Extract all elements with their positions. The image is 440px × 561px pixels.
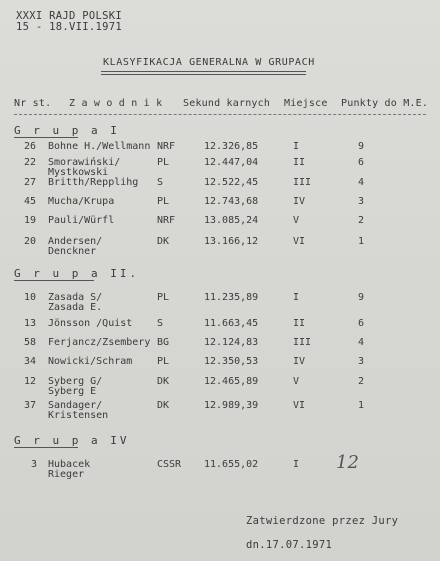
competitor-name: Sandager/ xyxy=(48,400,103,411)
country-code: BG xyxy=(157,337,170,348)
competitor-name: Britth/Repplihg xyxy=(48,177,139,188)
country-code: DK xyxy=(157,236,170,247)
penalty-seconds: 12.124,83 xyxy=(204,337,259,348)
competitor-name: Nowicki/Schram xyxy=(48,356,133,367)
place: V xyxy=(293,215,300,226)
championship-points: 6 xyxy=(358,318,365,329)
place: I xyxy=(293,141,300,152)
competitor-name: Pauli/Würfl xyxy=(48,215,115,226)
championship-points: 3 xyxy=(358,196,365,207)
title-underline-2 xyxy=(101,74,306,75)
place: III xyxy=(293,177,312,188)
competitor-name: Jönsson /Quist xyxy=(48,318,133,329)
country-code: PL xyxy=(157,157,170,168)
start-number: 26 xyxy=(24,141,37,152)
place: VI xyxy=(293,236,306,247)
competitor-name: Bohne H./Wellmann xyxy=(48,141,151,152)
competitor-name: Ferjancz/Zsembery xyxy=(48,337,151,348)
group-title-underline xyxy=(14,447,78,448)
place: IV xyxy=(293,356,306,367)
competitor-name: Syberg G/ xyxy=(48,376,103,387)
competitor-name: Hubacek xyxy=(48,459,91,470)
competitor-name: Kristensen xyxy=(48,410,109,421)
country-code: PL xyxy=(157,356,170,367)
competitor-name: Syberg E xyxy=(48,386,97,397)
group-title-underline xyxy=(14,280,94,281)
penalty-seconds: 12.350,53 xyxy=(204,356,259,367)
competitor-name: Smorawiński/ xyxy=(48,157,121,168)
start-number: 45 xyxy=(24,196,37,207)
place: II xyxy=(293,157,306,168)
country-code: NRF xyxy=(157,141,176,152)
place: I xyxy=(293,459,300,470)
header-rule xyxy=(14,114,426,115)
penalty-seconds: 13.166,12 xyxy=(204,236,259,247)
column-header-competitor: Z a w o d n i k xyxy=(69,98,163,109)
penalty-seconds: 11.663,45 xyxy=(204,318,259,329)
competitor-name: Denckner xyxy=(48,246,97,257)
penalty-seconds: 11.655,02 xyxy=(204,459,259,470)
handwritten-note: 12 xyxy=(336,452,359,473)
group-title: G r u p a IV xyxy=(14,434,130,447)
penalty-seconds: 12.522,45 xyxy=(204,177,259,188)
competitor-name: Mystkowski xyxy=(48,167,109,178)
championship-points: 2 xyxy=(358,376,365,387)
penalty-seconds: 12.465,89 xyxy=(204,376,259,387)
country-code: PL xyxy=(157,196,170,207)
penalty-seconds: 12.447,04 xyxy=(204,157,259,168)
bleed-through-text xyxy=(340,10,345,20)
start-number: 12 xyxy=(24,376,37,387)
start-number: 10 xyxy=(24,292,37,303)
country-code: PL xyxy=(157,292,170,303)
championship-points: 4 xyxy=(358,177,365,188)
championship-points: 3 xyxy=(358,356,365,367)
championship-points: 4 xyxy=(358,337,365,348)
group-title: G r u p a II. xyxy=(14,267,140,280)
group-title: G r u p a I xyxy=(14,124,120,137)
competitor-name: Mucha/Krupa xyxy=(48,196,115,207)
championship-points: 9 xyxy=(358,141,365,152)
penalty-seconds: 12.989,39 xyxy=(204,400,259,411)
start-number: 22 xyxy=(24,157,37,168)
country-code: NRF xyxy=(157,215,176,226)
competitor-name: Rieger xyxy=(48,469,85,480)
event-name: XXXI RAJD POLSKI xyxy=(16,10,122,22)
penalty-seconds: 11.235,89 xyxy=(204,292,259,303)
column-header-nr: Nr st. xyxy=(14,98,52,109)
start-number: 37 xyxy=(24,400,37,411)
start-number: 19 xyxy=(24,215,37,226)
event-dates: 15 - 18.VII.1971 xyxy=(16,21,122,33)
country-code: DK xyxy=(157,400,170,411)
start-number: 20 xyxy=(24,236,37,247)
place: III xyxy=(293,337,312,348)
column-header-place: Miejsce xyxy=(284,98,328,109)
competitor-name: Zasada E. xyxy=(48,302,103,313)
document-title: KLASYFIKACJA GENERALNA W GRUPACH xyxy=(103,57,315,68)
start-number: 34 xyxy=(24,356,37,367)
start-number: 27 xyxy=(24,177,37,188)
place: V xyxy=(293,376,300,387)
penalty-seconds: 12.326,85 xyxy=(204,141,259,152)
country-code: S xyxy=(157,318,164,329)
penalty-seconds: 13.085,24 xyxy=(204,215,259,226)
penalty-seconds: 12.743,68 xyxy=(204,196,259,207)
place: I xyxy=(293,292,300,303)
column-header-points: Punkty do M.E. xyxy=(341,98,429,109)
approval-date: dn.17.07.1971 xyxy=(246,539,333,551)
country-code: S xyxy=(157,177,164,188)
championship-points: 2 xyxy=(358,215,365,226)
competitor-name: Andersen/ xyxy=(48,236,103,247)
country-code: CSSR xyxy=(157,459,182,470)
column-header-penalty: Sekund karnych xyxy=(183,98,271,109)
title-underline xyxy=(101,71,306,72)
approval-line: Zatwierdzone przez Jury xyxy=(246,515,399,527)
place: II xyxy=(293,318,306,329)
place: VI xyxy=(293,400,306,411)
championship-points: 1 xyxy=(358,400,365,411)
group-title-underline xyxy=(14,137,78,138)
country-code: DK xyxy=(157,376,170,387)
championship-points: 9 xyxy=(358,292,365,303)
start-number: 13 xyxy=(24,318,37,329)
start-number: 58 xyxy=(24,337,37,348)
competitor-name: Zasada S/ xyxy=(48,292,103,303)
start-number: 3 xyxy=(31,459,38,470)
place: IV xyxy=(293,196,306,207)
championship-points: 1 xyxy=(358,236,365,247)
championship-points: 6 xyxy=(358,157,365,168)
